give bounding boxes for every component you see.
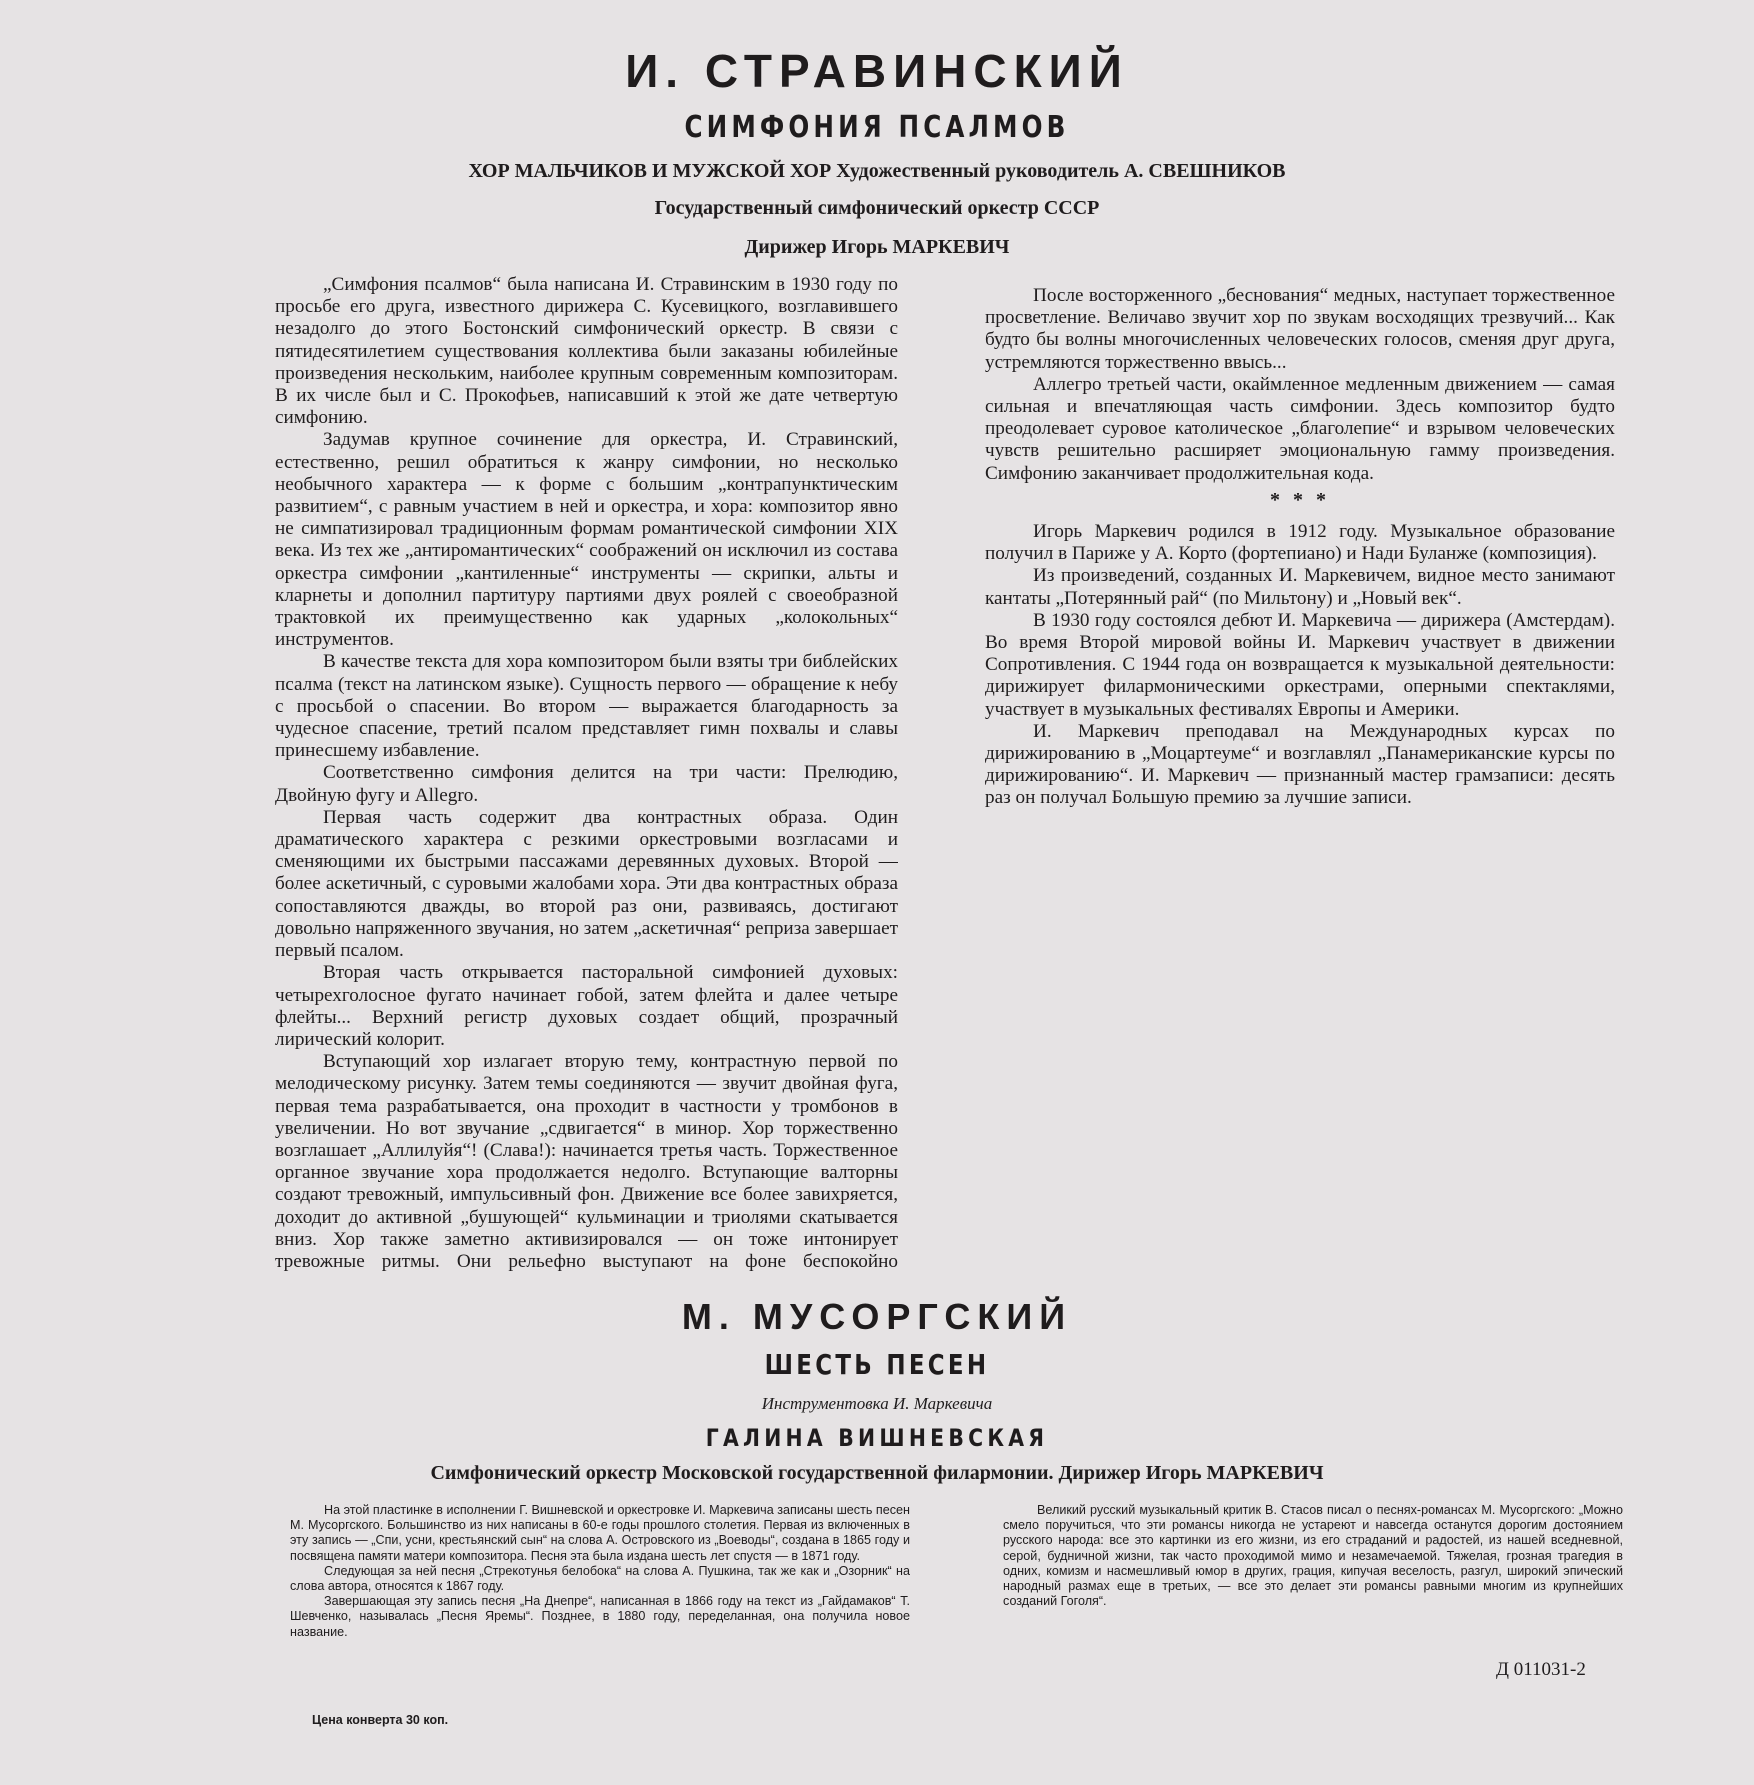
notes-paragraph: Великий русский музыкальный критик В. Стасов писал о песнях-романсах М. Мусоргского: „Можно смело поручиться, что эти романсы никогда не устареют и навсегда останутся дорогим достоянием русского народа: все это картинки из его жизни, из его страданий и радостей, из нашей вседневной, серой, будничной жизни, так часто проходимой мимо и незамечаемой. Тяжелая, грозная трагедия в одних, комизм и насмешливый юмор в других, грация, кипучая веселость, разгул, широкий эпический народный размах еще в третьих, — все это делает эти романсы равными многим из крупнейших созданий Гоголя“. (1003, 1503, 1623, 1609)
notes-paragraph: Вторая часть открывается пасторальной симфонией духовых: четырехголосное фугато начинает гобой, затем флейта и далее четыре флейты... Верхний регистр духовых создает общий, прозрачный лирический колорит. (275, 962, 898, 1050)
price-label: Цена конверта 30 коп. (312, 1713, 449, 1727)
notes-paragraph: Аллегро третьей части, окаймленное медленным движением — самая сильная и впечатляющая часть симфонии. Здесь композитор будто преодолевает суровое католическое „благолепие“ и взрывом человеческих чувств решительно расширяет эмоциональную гамму произведения. Симфонию заканчивает продолжительная кода. (985, 373, 1615, 484)
notes-paragraph: „Симфония псалмов“ была написана И. Стравинским в 1930 году по просьбе его друга, известного дирижера С. Кусевицкого, возглавившего незадолго до этого Бостонский симфонический оркестр. В связи с пятидесятилетием существования коллектива были заказаны юбилейные произведения нескольким, наиболее крупным современным композиторам. В их числе был и С. Прокофьев, написавший к этой же дате четвертую симфонию. (275, 274, 898, 429)
catalog-number: Д 011031-2 (1496, 1659, 1586, 1680)
conductor-credit: Дирижер Игорь МАРКЕВИЧ (744, 236, 1010, 258)
stravinsky-work-title: СИМФОНИЯ ПСАЛМОВ (684, 110, 1070, 145)
choir-credit: ХОР МАЛЬЧИКОВ И МУЖСКОЙ ХОР Художественный руководитель А. СВЕШНИКОВ (468, 160, 1286, 182)
orchestra-credit: Государственный симфонический оркестр СССР (654, 197, 1100, 219)
notes-paragraph: Задумав крупное сочинение для оркестра, И. Стравинский, естественно, решил обратиться к жанру симфонии, но несколько необычного характера — к форме с большим „контрапунктическим развитием“, с равным участием в ней и оркестра, и хора: композитор явно не симпатизировал традиционным формам романтической симфонии XIX века. Из тех же „антиромантических“ соображений он исключил из состава оркестра симфонии „кантиленные“ инструменты — скрипки, альты и кларнеты и дополнил партитуру партиями двух роялей с своеобразной трактовкой их преимущественно как ударных „колокольных“ инструментов. (275, 429, 898, 651)
notes-paragraph: После восторженного „беснования“ медных, наступает торжественное просветление. Величаво звучит хор по звукам восходящих трезвучий... Как будто бы волны многочисленных человеческих голосов, сменяя друг друга, устремляются торжественно ввысь... (985, 285, 1615, 373)
notes-paragraph: В качестве текста для хора композитором были взяты три библейских псалма (текст на латинском языке). Сущность первого — обращение к небу с просьбой о спасении. Во втором — выражается благодарность за чудесное спасение, третий псалом представляет гимн похвалы и славы принесшему избавление. (275, 651, 898, 762)
notes-paragraph: Следующая за ней песня „Стрекотунья белобока“ на слова А. Пушкина, так же как и „Озорник“ на слова автора, относятся к 1867 году. (290, 1563, 910, 1594)
bio-paragraph: Игорь Маркевич родился в 1912 году. Музыкальное образование получил в Париже у А. Корто (фортепиано) и Нади Буланже (композиция). (985, 521, 1615, 565)
stravinsky-notes-right-column (985, 285, 1615, 1275)
bio-paragraph: Из произведений, созданных И. Маркевичем, видное место занимают кантаты „Потерянный рай“ (по Мильтону) и „Новый век“. (985, 565, 1615, 609)
bio-paragraph: В 1930 году состоялся дебют И. Маркевича — дирижера (Амстердам). Во время Второй мировой войны И. Маркевич участвует в движении Сопротивления. С 1944 года он возвращается к музыкальной деятельности: дирижирует филармоническими оркестрами, оперными спектаклями, участвует в музыкальных фестивалях Европы и Америки. (985, 609, 1615, 720)
stravinsky-notes-left-column (275, 274, 898, 1272)
stravinsky-composer-title: И. СТРАВИНСКИЙ (625, 45, 1129, 97)
section-asterism: * * * (1270, 488, 1330, 511)
mussorgsky-work-title: ШЕСТЬ ПЕСЕН (764, 1348, 990, 1381)
mussorgsky-notes-left-column (290, 1503, 910, 1703)
notes-paragraph: Вступающий хор излагает вторую тему, контрастную первой по мелодическому рисунку. Затем темы соединяются — звучит двойная фуга, первая тема разрабатывается, она проходит в частности у тромбонов в увеличении. Но вот звучание „сдвигается“ в минор. Хор торжественно возглашает „Аллилуйя“! (Слава!): начинается третья часть. Торжественное органное звучание хора продолжается недолго. Вступающие валторны создают тревожный, импульсивный фон. Движение все более завихряется, доходит до активной „бушующей“ кульминации и триолями скатывается вниз. Хор также заметно активизировался — он тоже интонирует тревожные ритмы. Они рельефно выступают на фоне беспокойно (275, 1051, 898, 1272)
notes-paragraph: На этой пластинке в исполнении Г. Вишневской и оркестровке И. Маркевича записаны шесть песен М. Мусоргского. Большинство из них написаны в 60-е годы прошлого столетия. Первая из включенных в эту запись — „Спи, усни, крестьянский сын“ на слова А. Островского из „Воеводы“, создана в 1865 году и посвящена памяти матери композитора. Песня эта была издана шесть лет спустя — в 1871 году. (290, 1503, 910, 1563)
orchestration-credit: Инструментовка И. Маркевича (761, 1394, 993, 1413)
notes-paragraph: Завершающая эту запись песня „На Днепре“, написанная в 1866 году на текст из „Гайдамаков“ Т. Шевченко, называлась „Песня Яремы“. Позднее, в 1880 году, переделанная, она получила новое название. (290, 1594, 910, 1639)
bio-paragraph: И. Маркевич преподавал на Международных курсах по дирижированию в „Моцартеуме“ и возглавлял „Панамериканские курсы по дирижированию“. И. Маркевич — признанный мастер грамзаписи: десять раз он получал Большую премию за лучшие записи. (985, 720, 1615, 809)
singer-credit: ГАЛИНА ВИШНЕВСКАЯ (705, 1424, 1049, 1452)
mussorgsky-orchestra-credit: Симфонический оркестр Московской государственной филармонии. Дирижер Игорь МАРКЕВИЧ (430, 1462, 1324, 1484)
notes-paragraph: Первая часть содержит два контрастных образа. Один драматического характера с резкими оркестровыми возгласами и сменяющими их быстрыми пассажами деревянных духовых. Второй — более аскетичный, с суровыми жалобами хора. Эти два контрастных образа сопоставляются дважды, во второй раз они, развиваясь, достигают довольно напряженного звучания, но затем „аскетичная“ реприза завершает первый псалом. (275, 806, 898, 962)
mussorgsky-composer-title: М. МУСОРГСКИЙ (681, 1296, 1073, 1337)
notes-paragraph: Соответственно симфония делится на три части: Прелюдию, Двойную фугу и Allegro. (275, 762, 898, 806)
